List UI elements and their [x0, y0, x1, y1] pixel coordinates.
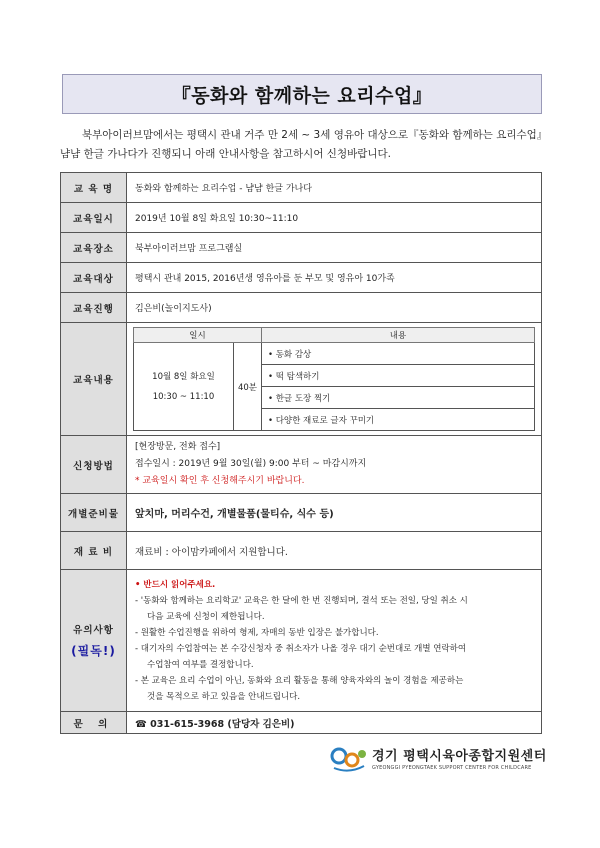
org-logo-icon	[330, 744, 368, 772]
apply-note: * 교육일시 확인 후 신청해주시기 바랍니다.	[135, 476, 305, 486]
notice-4b: 것을 목적으로 하고 있음을 안내드립니다.	[147, 691, 301, 702]
value-instructor: 김은비(놀이지도사)	[127, 293, 542, 323]
row-prep	[61, 494, 542, 532]
schedule-item: • 동화 감상	[262, 343, 535, 365]
page-title: 『동화와 함께하는 요리수업』	[62, 74, 542, 114]
schedule-header-content: 내용	[262, 328, 535, 343]
row-place	[61, 233, 542, 263]
label-content: 교육내용	[61, 323, 127, 436]
row-content	[61, 323, 542, 436]
label-prep: 개별준비물	[61, 494, 127, 532]
value-contact: ☎ 031-615-3968 (담당자 김은비)	[127, 712, 542, 734]
row-instructor	[61, 293, 542, 323]
value-fee: 재료비 : 아이맘카페에서 지원합니다.	[127, 532, 542, 570]
label-date: 교육일시	[61, 203, 127, 233]
schedule-time-range: 10:30 ~ 11:10	[152, 391, 215, 402]
schedule-header-time: 일시	[134, 328, 262, 343]
org-footer	[330, 744, 547, 772]
row-notice	[61, 570, 542, 712]
schedule-item: • 떡 탐색하기	[262, 365, 535, 387]
label-notice	[61, 570, 127, 712]
row-target	[61, 263, 542, 293]
intro-paragraph	[60, 126, 550, 164]
notice-2: - 원활한 수업진행을 위하여 형제, 자매의 동반 입장은 불가합니다.	[135, 627, 379, 638]
label-name: 교 육 명	[61, 173, 127, 203]
value-name: 동화와 함께하는 요리수업 - 냠냠 한글 가나다	[127, 173, 542, 203]
label-apply: 신청방법	[61, 436, 127, 494]
row-name	[61, 173, 542, 203]
schedule-duration: 40분	[234, 343, 262, 431]
apply-method: [현장방문, 전화 접수]	[135, 442, 221, 452]
notice-4a: - 본 교육은 요리 수업이 아닌, 동화와 요리 활동을 통해 양육자와의 놀이 경험을 제공하는	[135, 675, 464, 686]
schedule-time-date: 10월 8일 화요일	[152, 371, 215, 382]
value-date: 2019년 10월 8일 화요일 10:30~11:10	[127, 203, 542, 233]
notice-1b: 다음 교육에 신청이 제한됩니다.	[147, 611, 265, 622]
value-content	[127, 323, 542, 436]
schedule-item: • 다양한 재료로 글자 꾸미기	[262, 409, 535, 431]
apply-period: 접수일시 : 2019년 9월 30일(월) 9:00 부터 ~ 마감시까지	[135, 459, 367, 469]
label-target: 교육대상	[61, 263, 127, 293]
value-notice	[127, 570, 542, 712]
schedule-table	[133, 327, 535, 431]
value-prep: 앞치마, 머리수건, 개별물품(물티슈, 식수 등)	[127, 494, 542, 532]
row-fee	[61, 532, 542, 570]
row-contact	[61, 712, 542, 734]
label-instructor: 교육진행	[61, 293, 127, 323]
label-contact: 문 의	[61, 712, 127, 734]
intro-line-1: 북부아이러브맘에서는 평택시 관내 거주 만 2세 ~ 3세 영유아 대상으로『동화와 함께하는 요리수업』	[82, 129, 548, 141]
schedule-time	[134, 343, 234, 431]
notice-3a: - 대기자의 수업참여는 본 수강신청자 중 취소자가 나올 경우 대기 순번대로 개별 연락하여	[135, 643, 467, 654]
value-apply	[127, 436, 542, 494]
label-place: 교육장소	[61, 233, 127, 263]
org-name-korean: 경기 평택시육아종합지원센터	[372, 749, 547, 764]
schedule-item: • 한글 도장 찍기	[262, 387, 535, 409]
notice-head: • 반드시 읽어주세요.	[135, 579, 216, 590]
value-place: 북부아이러브맘 프로그램실	[127, 233, 542, 263]
row-date	[61, 203, 542, 233]
must-read-badge: (필독!)	[71, 644, 116, 658]
notice-3b: 수업참여 여부를 결정합니다.	[147, 659, 254, 670]
row-apply	[61, 436, 542, 494]
label-fee: 재 료 비	[61, 532, 127, 570]
intro-line-2: 냠냠 한글 가나다가 진행되니 아래 안내사항을 참고하시어 신청바랍니다.	[60, 148, 391, 160]
value-target: 평택시 관내 2015, 2016년생 영유아를 둔 부모 및 영유아 10가족	[127, 263, 542, 293]
notice-label-text: 유의사항	[73, 625, 114, 636]
org-name-english: GYEONGGI PYEONGTAEK SUPPORT CENTER FOR CHILDCARE	[372, 765, 532, 771]
info-table	[60, 172, 542, 734]
notice-1a: - '동화와 함께하는 요리학교' 교육은 한 달에 한 번 진행되며, 결석 또는 전일, 당일 취소 시	[135, 595, 468, 606]
